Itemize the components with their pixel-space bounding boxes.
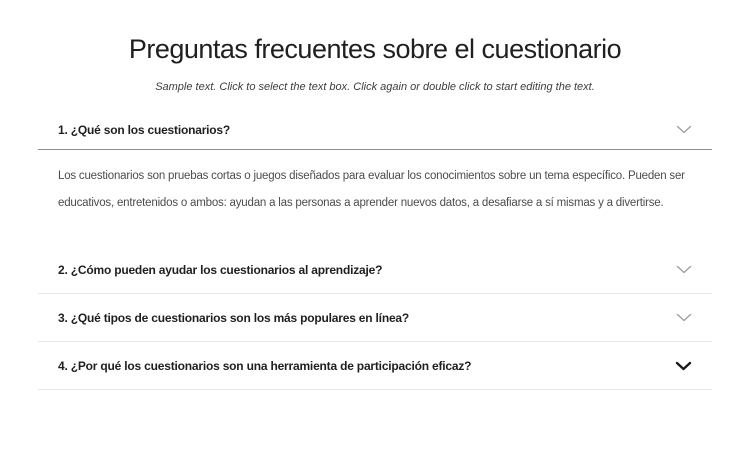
faq-item-1-body[interactable]: Los cuestionarios son pruebas cortas o juegos diseñados para evaluar los conocimientos sobre un tema específico. Pueden ser educativos, entretenidos o ambos: ayudan a las personas a aprender nuevos datos, a desafiarse a sí mismas y a divertirse. bbox=[58, 170, 685, 209]
faq-accordion bbox=[38, 110, 712, 390]
faq-item-4-label: 4. ¿Por qué los cuestionarios son una herramienta de participación eficaz? bbox=[58, 358, 472, 373]
faq-item-4-header[interactable] bbox=[38, 342, 712, 390]
faq-item-2-label: 2. ¿Cómo pueden ayudar los cuestionarios al aprendizaje? bbox=[58, 262, 383, 277]
faq-item-1 bbox=[38, 110, 712, 246]
faq-item-1-label: 1. ¿Qué son los cuestionarios? bbox=[58, 122, 231, 137]
chevron-down-icon[interactable] bbox=[676, 313, 692, 322]
page-subtitle[interactable]: Sample text. Click to select the text box. Click again or double click to start editing the text. bbox=[155, 81, 595, 93]
faq-item-1-header[interactable] bbox=[38, 110, 712, 150]
faq-section bbox=[0, 32, 750, 456]
chevron-down-icon[interactable] bbox=[676, 125, 692, 134]
chevron-down-icon[interactable] bbox=[675, 361, 692, 371]
faq-item-2 bbox=[38, 246, 712, 294]
faq-item-3-label: 3. ¿Qué tipos de cuestionarios son los más populares en línea? bbox=[58, 310, 410, 325]
faq-item-3 bbox=[38, 294, 712, 342]
faq-item-2-header[interactable] bbox=[38, 246, 712, 294]
faq-item-3-header[interactable] bbox=[38, 294, 712, 342]
page-title[interactable]: Preguntas frecuentes sobre el cuestionario bbox=[128, 34, 622, 64]
chevron-down-icon[interactable] bbox=[676, 265, 692, 274]
faq-item-1-panel bbox=[38, 150, 712, 246]
faq-item-4 bbox=[38, 342, 712, 390]
